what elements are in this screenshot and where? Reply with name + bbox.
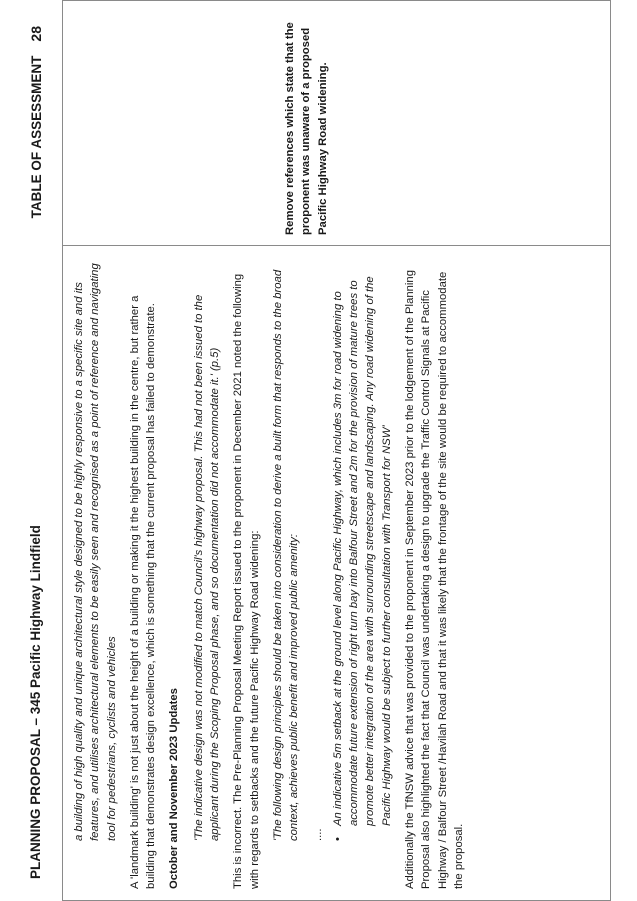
page-number: 28 (28, 26, 44, 42)
assessment-table (62, 0, 611, 901)
recommendation-note: Remove references which state that the proponent was unaware of a proposed Pacific Highway Road widening. (284, 22, 329, 235)
design-principles-quote: 'The following design principles should be taken into consideration to derive a built form that responds to the broad context, achieves public benefit and improved public amenity: (271, 269, 301, 841)
bullet-icon: • (331, 837, 344, 841)
assessment-text-column (63, 245, 610, 900)
setback-bullet (330, 248, 395, 841)
incorrect-paragraph: This is incorrect. The Pre-Planning Proposal Meeting Report issued to the proponent in December 2021 noted the following with regards to setbacks and the future Pacific Highway Road widening: (232, 273, 261, 889)
landmark-definition-quote: a building of high quality and unique architectural style designed to be highly responsive to a specific site and its features, and utilises architectural elements to be easily seen and recognised as a point of reference and navigating tool for pedestrians, cyclists and vehicles (73, 263, 118, 841)
ellipsis: .... (311, 828, 324, 841)
recommendation-column (63, 1, 610, 245)
updates-heading: October and November 2023 Updates (168, 688, 181, 889)
proponent-quote: 'The indicative design was not modified to match Council's highway proposal. This had not been issued to the applicant during the Scoping Proposal phase, and so documentation did not accommodate it.' (p.5) (192, 294, 222, 841)
section-header (28, 26, 44, 218)
section-title: TABLE OF ASSESSMENT (29, 55, 44, 219)
setback-bullet-text: An indicative 5m setback at the ground level along Pacific Highway, which includes 3m for road widening to accommodate future extension of right turn bay into Balfour Street and 2m for the provision of mature trees to promote better integration of the area with surrounding streetscape and landscaping. Any road widening of the Pacific Highway would be subject to further consultation with Transport for NSW' (331, 276, 393, 826)
tfnsw-paragraph: Additionally the TfNSW advice that was provided to the proponent in September 2023 prior to the lodgement of the Planning Proposal also highlighted the fact that Council was undertaking a design to upgrade the Traffic Control Signals at Pacific Highway / Balfour Street /Havilah Road and that it was likely that the frontage of the site would be required to accommodate the proposal. (404, 270, 465, 889)
landmark-paragraph: A 'landmark building' is not just about the height of a building or making it the highest building in the centre, but rather a building that demonstrates design excellence, which is something that the current proposal has failed to demonstrate. (128, 295, 158, 889)
document-title: PLANNING PROPOSAL – 345 Pacific Highway Lindfield (28, 525, 43, 879)
